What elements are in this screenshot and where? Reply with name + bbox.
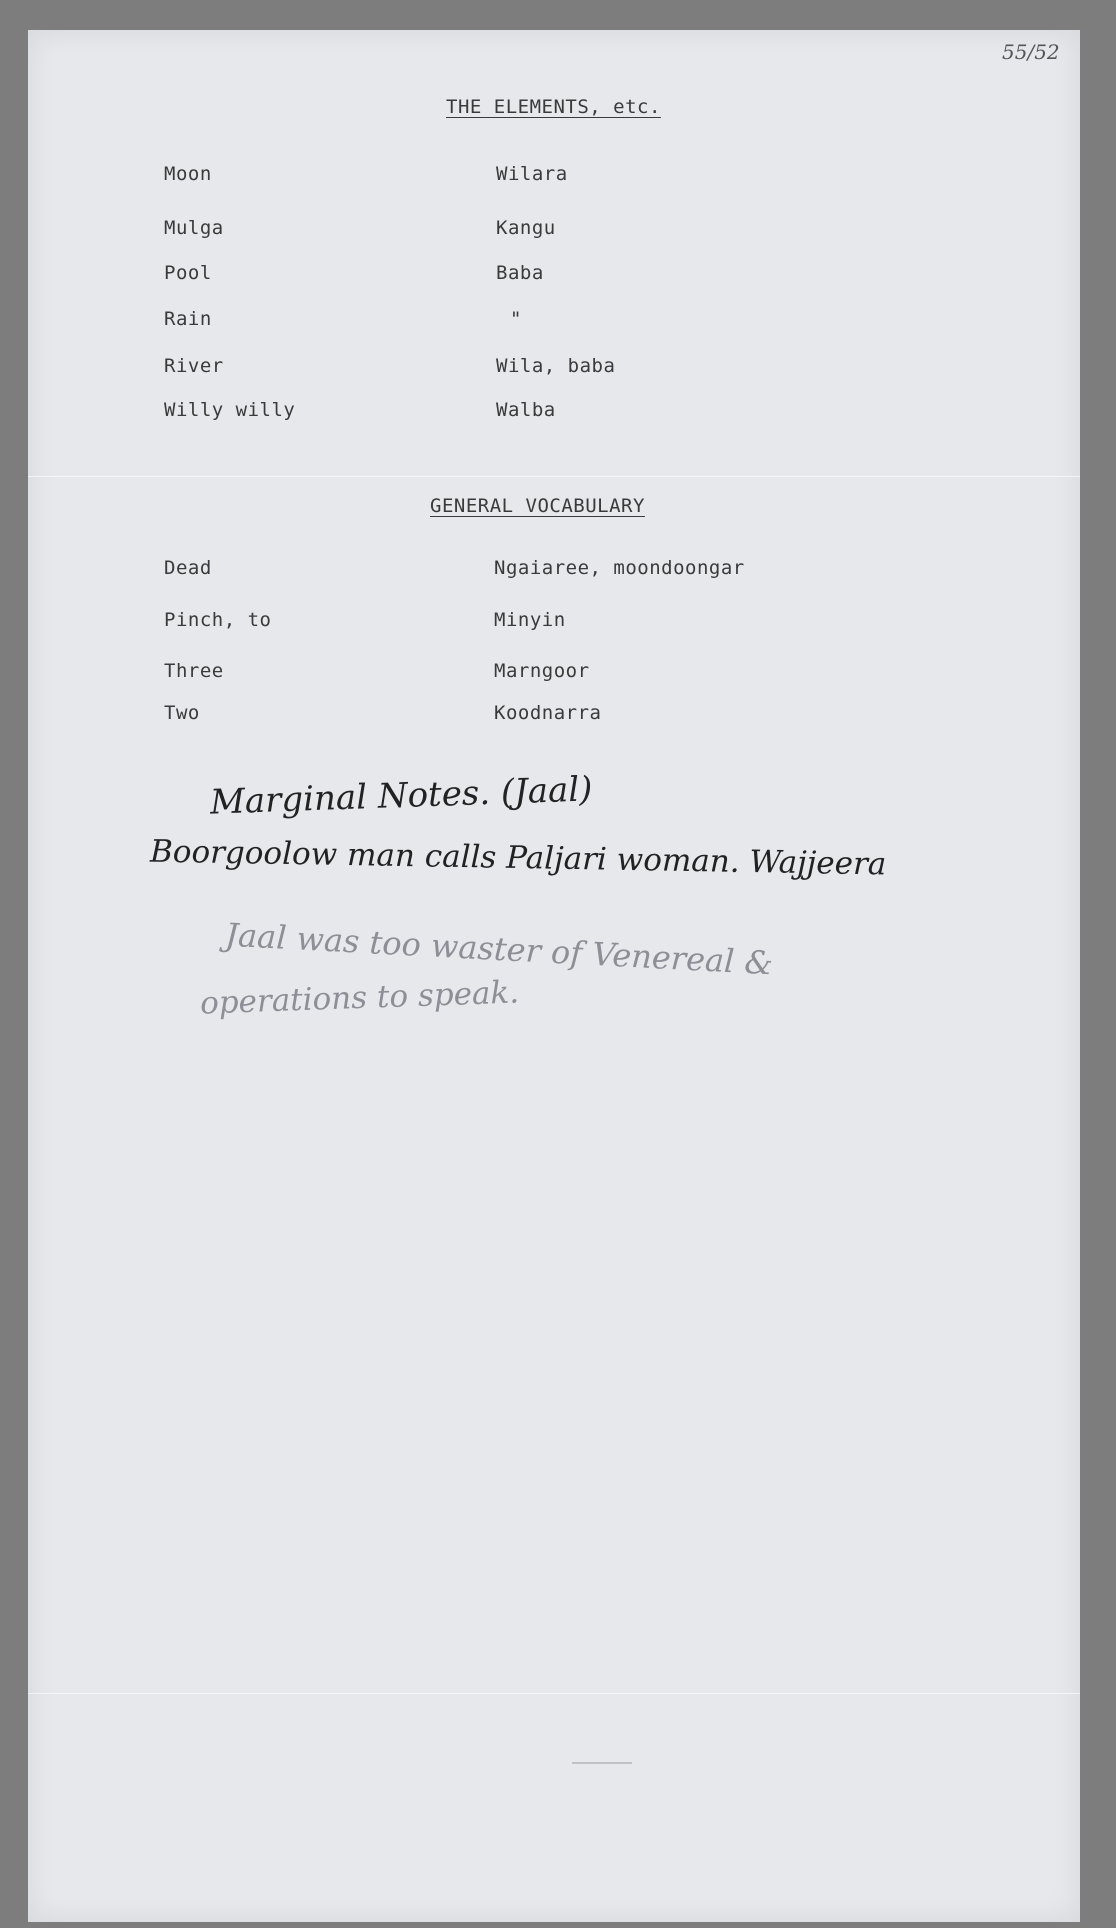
fold-line [28, 476, 1080, 477]
smudge-mark [572, 1762, 632, 1764]
translation-cell: Baba [496, 262, 544, 284]
translation-cell: Wila, baba [496, 355, 616, 377]
folio-number: 55/52 [1002, 40, 1060, 64]
fold-line [28, 1693, 1080, 1694]
term-cell: River [164, 355, 224, 377]
translation-cell: Walba [496, 399, 556, 421]
translation-cell: Wilara [496, 163, 568, 185]
term-cell: Mulga [164, 217, 224, 239]
term-cell: Moon [164, 163, 212, 185]
term-cell: Willy willy [164, 399, 296, 421]
term-cell: Three [164, 660, 224, 682]
handwritten-note-line: operations to speak. [199, 974, 520, 1022]
section-title-vocabulary: GENERAL VOCABULARY [430, 495, 645, 517]
translation-cell: Ngaiaree, moondoongar [494, 557, 745, 579]
translation-cell: Kangu [496, 217, 556, 239]
term-cell: Two [164, 702, 200, 724]
handwritten-note-line: Boorgoolow man calls Paljari woman. Wajjeera [149, 833, 887, 883]
term-cell: Pool [164, 262, 212, 284]
term-cell: Rain [164, 308, 212, 330]
term-cell: Dead [164, 557, 212, 579]
section-title-elements: THE ELEMENTS, etc. [446, 96, 661, 118]
handwritten-note-line: Jaal was too waster of Venereal & [224, 915, 774, 983]
translation-cell: Koodnarra [494, 702, 602, 724]
ditto-mark: " [510, 308, 522, 330]
translation-cell: Marngoor [494, 660, 590, 682]
translation-cell: Minyin [494, 609, 566, 631]
term-cell: Pinch, to [164, 609, 272, 631]
handwritten-note-heading: Marginal Notes. (Jaal) [209, 769, 594, 823]
